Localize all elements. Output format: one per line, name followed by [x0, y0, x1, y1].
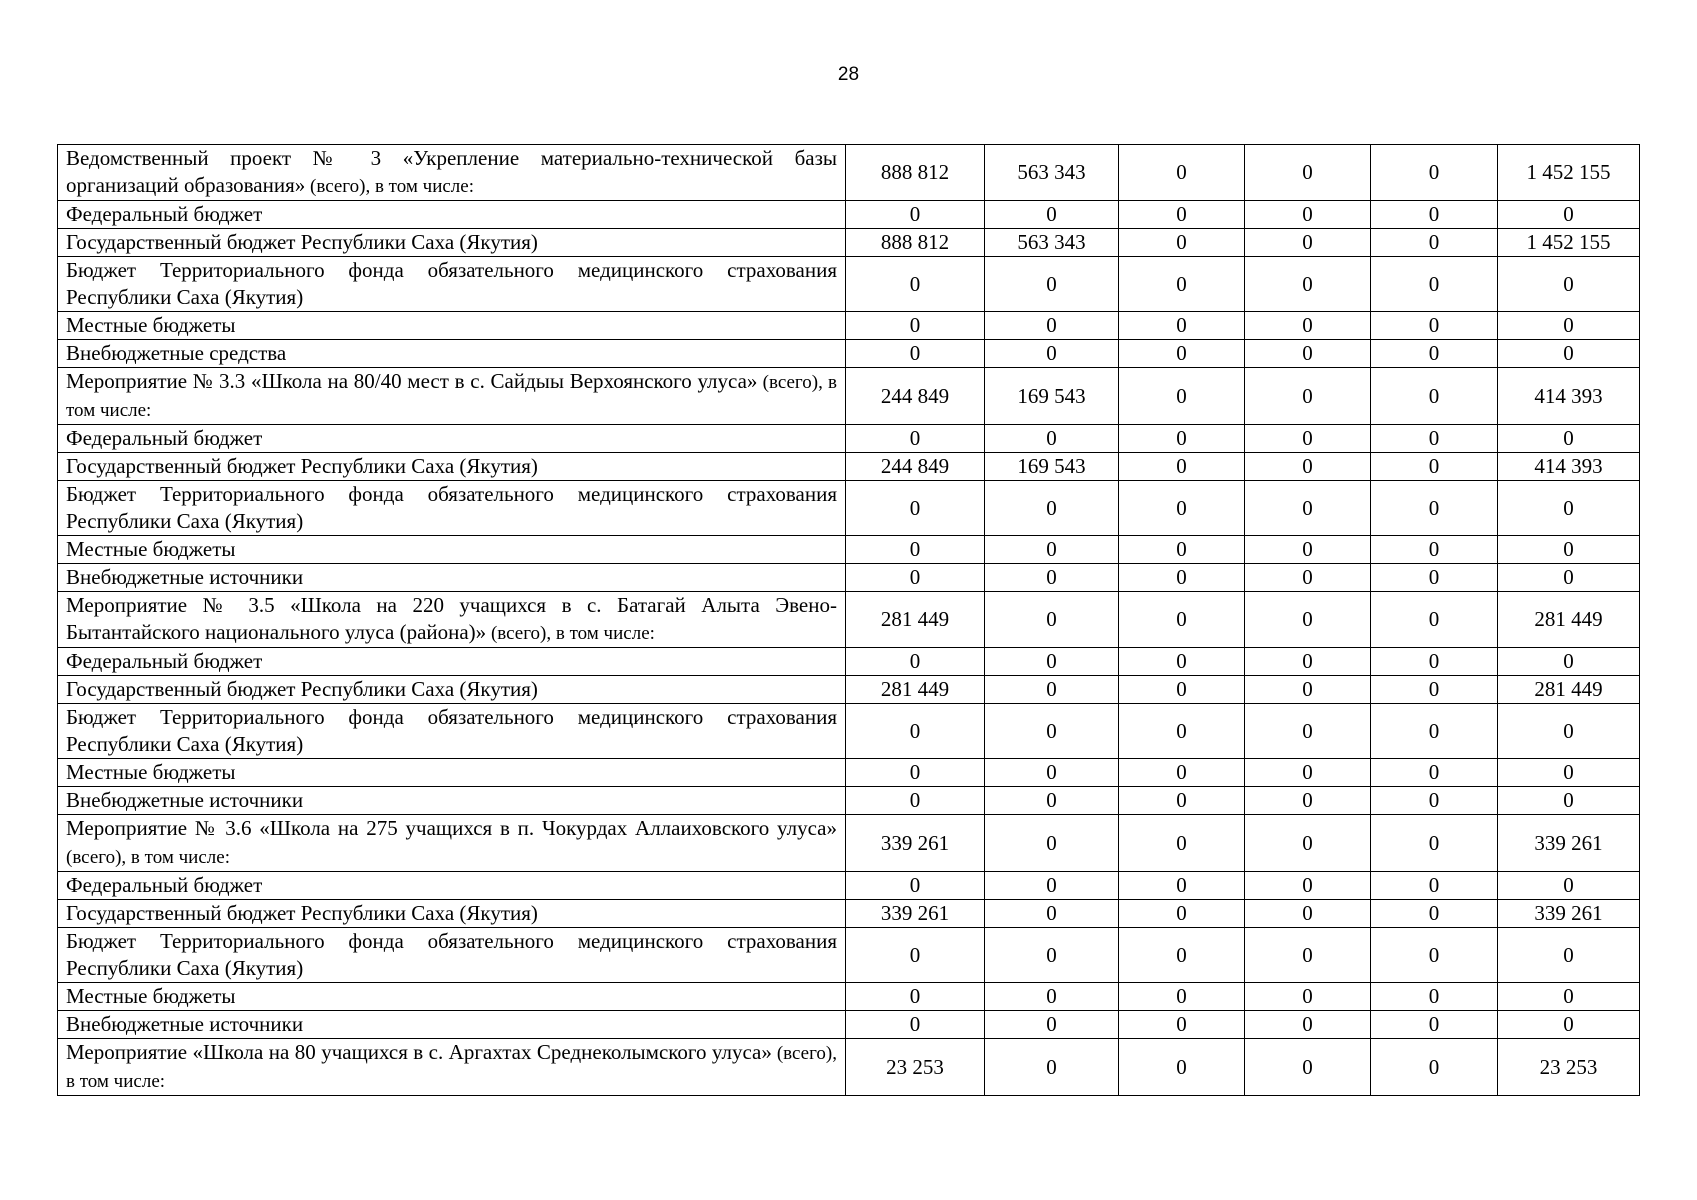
value-cell-1: 0 — [846, 983, 985, 1011]
value-cell-3: 0 — [1119, 312, 1245, 340]
value-cell-1: 0 — [846, 340, 985, 368]
value-cell-3: 0 — [1119, 368, 1245, 425]
value-cell-1: 0 — [846, 425, 985, 453]
table-row-federal-budget — [58, 201, 1640, 229]
value-cell-5: 0 — [1371, 536, 1498, 564]
value-cell-4: 0 — [1245, 257, 1371, 312]
value-cell-5: 0 — [1371, 928, 1498, 983]
value-cell-2: 0 — [985, 425, 1119, 453]
value-cell-3: 0 — [1119, 648, 1245, 676]
value-cell-1: 0 — [846, 928, 985, 983]
value-cell-4: 0 — [1245, 787, 1371, 815]
row-label — [58, 145, 846, 201]
row-label-text: Мероприятие № 3.5 «Школа на 220 учащихся в с. Батагай Алыта Эвено-Бытантайского национального улуса (района)» — [66, 593, 837, 644]
value-cell-3: 0 — [1119, 425, 1245, 453]
row-label-text: Мероприятие № 3.6 «Школа на 275 учащихся в п. Чокурдах Аллаиховского улуса» — [66, 816, 837, 840]
value-cell-1: 888 812 — [846, 145, 985, 201]
value-cell-2: 0 — [985, 759, 1119, 787]
value-cell-4: 0 — [1245, 425, 1371, 453]
value-cell-5: 0 — [1371, 648, 1498, 676]
value-cell-3: 0 — [1119, 453, 1245, 481]
value-cell-1: 339 261 — [846, 815, 985, 872]
value-cell-4: 0 — [1245, 815, 1371, 872]
value-cell-5: 0 — [1371, 900, 1498, 928]
row-total-cell: 0 — [1498, 536, 1640, 564]
row-total-cell: 0 — [1498, 257, 1640, 312]
row-label-note: (всего), в том числе: — [66, 847, 230, 868]
value-cell-1: 0 — [846, 201, 985, 229]
table-row-federal-budget — [58, 425, 1640, 453]
row-label — [58, 312, 846, 340]
value-cell-5: 0 — [1371, 201, 1498, 229]
row-label-text: Внебюджетные источники — [66, 788, 304, 812]
value-cell-1: 244 849 — [846, 368, 985, 425]
row-label — [58, 759, 846, 787]
value-cell-2: 0 — [985, 983, 1119, 1011]
row-label — [58, 425, 846, 453]
value-cell-5: 0 — [1371, 340, 1498, 368]
value-cell-3: 0 — [1119, 759, 1245, 787]
row-label — [58, 815, 846, 872]
value-cell-5: 0 — [1371, 481, 1498, 536]
value-cell-2: 169 543 — [985, 453, 1119, 481]
row-total-cell: 0 — [1498, 312, 1640, 340]
value-cell-5: 0 — [1371, 787, 1498, 815]
row-label — [58, 229, 846, 257]
row-total-cell: 414 393 — [1498, 368, 1640, 425]
value-cell-3: 0 — [1119, 145, 1245, 201]
row-label-text: Местные бюджеты — [66, 313, 236, 337]
table-row-local-budgets — [58, 536, 1640, 564]
row-total-cell: 0 — [1498, 704, 1640, 759]
row-total-cell: 281 449 — [1498, 676, 1640, 704]
value-cell-5: 0 — [1371, 872, 1498, 900]
table-row-local-budgets — [58, 312, 1640, 340]
row-label — [58, 900, 846, 928]
value-cell-5: 0 — [1371, 453, 1498, 481]
value-cell-5: 0 — [1371, 368, 1498, 425]
value-cell-2: 0 — [985, 257, 1119, 312]
row-total-cell: 0 — [1498, 1011, 1640, 1039]
table-row-federal-budget — [58, 648, 1640, 676]
table-row-measure — [58, 1039, 1640, 1096]
row-total-cell: 414 393 — [1498, 453, 1640, 481]
value-cell-5: 0 — [1371, 564, 1498, 592]
value-cell-1: 244 849 — [846, 453, 985, 481]
table-row-oms-fund-budget — [58, 704, 1640, 759]
value-cell-2: 0 — [985, 1039, 1119, 1096]
row-label — [58, 564, 846, 592]
value-cell-5: 0 — [1371, 983, 1498, 1011]
table-row-extra-budgetary — [58, 1011, 1640, 1039]
value-cell-2: 0 — [985, 481, 1119, 536]
row-label-text: Бюджет Территориального фонда обязательного медицинского страхования Республики Саха (Якутия) — [66, 482, 837, 533]
row-total-cell: 1 452 155 — [1498, 229, 1640, 257]
value-cell-4: 0 — [1245, 312, 1371, 340]
row-label-text: Мероприятие № 3.3 «Школа на 80/40 мест в с. Сайдыы Верхоянского улуса» — [66, 369, 758, 393]
row-label-text: Федеральный бюджет — [66, 426, 263, 450]
value-cell-5: 0 — [1371, 229, 1498, 257]
row-label — [58, 592, 846, 648]
value-cell-3: 0 — [1119, 340, 1245, 368]
value-cell-5: 0 — [1371, 145, 1498, 201]
value-cell-3: 0 — [1119, 787, 1245, 815]
value-cell-2: 0 — [985, 340, 1119, 368]
row-label-text: Внебюджетные источники — [66, 1012, 304, 1036]
value-cell-2: 0 — [985, 536, 1119, 564]
value-cell-2: 0 — [985, 872, 1119, 900]
value-cell-2: 0 — [985, 201, 1119, 229]
value-cell-3: 0 — [1119, 201, 1245, 229]
row-label-text: Бюджет Территориального фонда обязательного медицинского страхования Республики Саха (Якутия) — [66, 258, 837, 309]
row-label — [58, 1039, 846, 1096]
value-cell-3: 0 — [1119, 481, 1245, 536]
value-cell-4: 0 — [1245, 592, 1371, 648]
value-cell-4: 0 — [1245, 229, 1371, 257]
table-row-state-budget — [58, 229, 1640, 257]
value-cell-4: 0 — [1245, 201, 1371, 229]
value-cell-2: 0 — [985, 676, 1119, 704]
table-row-measure — [58, 815, 1640, 872]
row-total-cell: 339 261 — [1498, 900, 1640, 928]
value-cell-4: 0 — [1245, 481, 1371, 536]
value-cell-5: 0 — [1371, 815, 1498, 872]
value-cell-3: 0 — [1119, 983, 1245, 1011]
row-label — [58, 676, 846, 704]
value-cell-5: 0 — [1371, 257, 1498, 312]
row-total-cell: 0 — [1498, 340, 1640, 368]
table-row-local-budgets — [58, 983, 1640, 1011]
table-row-local-budgets — [58, 759, 1640, 787]
value-cell-2: 0 — [985, 312, 1119, 340]
row-total-cell: 0 — [1498, 787, 1640, 815]
table-row-state-budget — [58, 676, 1640, 704]
row-total-cell: 0 — [1498, 872, 1640, 900]
row-label-text: Местные бюджеты — [66, 984, 236, 1008]
row-label — [58, 928, 846, 983]
row-label — [58, 201, 846, 229]
row-total-cell: 0 — [1498, 983, 1640, 1011]
value-cell-4: 0 — [1245, 676, 1371, 704]
value-cell-4: 0 — [1245, 872, 1371, 900]
row-total-cell: 0 — [1498, 928, 1640, 983]
value-cell-1: 0 — [846, 312, 985, 340]
row-label-note: (всего), в том числе: — [486, 623, 655, 644]
value-cell-3: 0 — [1119, 1011, 1245, 1039]
row-label-text: Бюджет Территориального фонда обязательного медицинского страхования Республики Саха (Якутия) — [66, 705, 837, 756]
value-cell-1: 0 — [846, 759, 985, 787]
value-cell-1: 0 — [846, 257, 985, 312]
row-label-text: Ведомственный проект № 3 «Укрепление материально-технической базы организаций образования» — [66, 146, 837, 197]
value-cell-1: 23 253 — [846, 1039, 985, 1096]
table-row-measure — [58, 368, 1640, 425]
value-cell-4: 0 — [1245, 928, 1371, 983]
row-total-cell: 0 — [1498, 648, 1640, 676]
value-cell-2: 0 — [985, 900, 1119, 928]
row-total-cell: 0 — [1498, 425, 1640, 453]
value-cell-2: 0 — [985, 648, 1119, 676]
row-label-text: Внебюджетные источники — [66, 565, 304, 589]
value-cell-2: 0 — [985, 592, 1119, 648]
row-total-cell: 1 452 155 — [1498, 145, 1640, 201]
value-cell-5: 0 — [1371, 312, 1498, 340]
value-cell-3: 0 — [1119, 564, 1245, 592]
row-label-text: Государственный бюджет Республики Саха (Якутия) — [66, 230, 538, 254]
value-cell-1: 0 — [846, 648, 985, 676]
page-number: 28 — [837, 64, 860, 85]
row-label-text: Федеральный бюджет — [66, 202, 263, 226]
row-total-cell: 281 449 — [1498, 592, 1640, 648]
row-label — [58, 787, 846, 815]
row-label-text: Внебюджетные средства — [66, 341, 287, 365]
row-label-note: (всего), в том числе: — [66, 1043, 838, 1092]
row-total-cell: 23 253 — [1498, 1039, 1640, 1096]
table-row-oms-fund-budget — [58, 928, 1640, 983]
table-row-extra-budgetary — [58, 564, 1640, 592]
value-cell-5: 0 — [1371, 1011, 1498, 1039]
value-cell-3: 0 — [1119, 704, 1245, 759]
row-label — [58, 481, 846, 536]
value-cell-3: 0 — [1119, 257, 1245, 312]
value-cell-4: 0 — [1245, 704, 1371, 759]
row-total-cell: 0 — [1498, 481, 1640, 536]
value-cell-3: 0 — [1119, 229, 1245, 257]
row-label-text: Федеральный бюджет — [66, 873, 263, 897]
value-cell-2: 0 — [985, 815, 1119, 872]
value-cell-2: 563 343 — [985, 145, 1119, 201]
row-label — [58, 257, 846, 312]
row-label-text: Государственный бюджет Республики Саха (Якутия) — [66, 454, 538, 478]
row-label-text: Мероприятие «Школа на 80 учащихся в с. Аргахтах Среднеколымского улуса» — [66, 1040, 772, 1064]
value-cell-1: 0 — [846, 481, 985, 536]
value-cell-4: 0 — [1245, 1011, 1371, 1039]
value-cell-1: 888 812 — [846, 229, 985, 257]
value-cell-2: 563 343 — [985, 229, 1119, 257]
value-cell-5: 0 — [1371, 676, 1498, 704]
value-cell-5: 0 — [1371, 425, 1498, 453]
row-total-cell: 339 261 — [1498, 815, 1640, 872]
row-label — [58, 704, 846, 759]
value-cell-2: 169 543 — [985, 368, 1119, 425]
value-cell-1: 0 — [846, 704, 985, 759]
row-label — [58, 648, 846, 676]
table-row-state-budget — [58, 900, 1640, 928]
row-label — [58, 453, 846, 481]
table-row-extra-budgetary — [58, 340, 1640, 368]
value-cell-5: 0 — [1371, 759, 1498, 787]
table-row-measure — [58, 592, 1640, 648]
value-cell-2: 0 — [985, 1011, 1119, 1039]
value-cell-4: 0 — [1245, 536, 1371, 564]
value-cell-5: 0 — [1371, 704, 1498, 759]
row-label — [58, 536, 846, 564]
value-cell-3: 0 — [1119, 900, 1245, 928]
row-label — [58, 368, 846, 425]
value-cell-2: 0 — [985, 704, 1119, 759]
value-cell-4: 0 — [1245, 564, 1371, 592]
row-total-cell: 0 — [1498, 201, 1640, 229]
row-total-cell: 0 — [1498, 564, 1640, 592]
value-cell-3: 0 — [1119, 815, 1245, 872]
row-label-text: Местные бюджеты — [66, 537, 236, 561]
value-cell-1: 0 — [846, 787, 985, 815]
budget-table-body — [58, 145, 1640, 1096]
value-cell-4: 0 — [1245, 340, 1371, 368]
value-cell-3: 0 — [1119, 872, 1245, 900]
value-cell-4: 0 — [1245, 983, 1371, 1011]
row-label-note: (всего), в том числе: — [66, 372, 837, 421]
value-cell-3: 0 — [1119, 928, 1245, 983]
value-cell-1: 281 449 — [846, 592, 985, 648]
row-label-note: (всего), в том числе: — [305, 176, 474, 197]
value-cell-4: 0 — [1245, 900, 1371, 928]
row-label-text: Государственный бюджет Республики Саха (Якутия) — [66, 677, 538, 701]
value-cell-1: 0 — [846, 872, 985, 900]
row-total-cell: 0 — [1498, 759, 1640, 787]
value-cell-1: 0 — [846, 1011, 985, 1039]
row-label-text: Государственный бюджет Республики Саха (Якутия) — [66, 901, 538, 925]
row-label — [58, 983, 846, 1011]
table-row-oms-fund-budget — [58, 481, 1640, 536]
value-cell-3: 0 — [1119, 536, 1245, 564]
value-cell-4: 0 — [1245, 368, 1371, 425]
value-cell-1: 0 — [846, 564, 985, 592]
value-cell-3: 0 — [1119, 592, 1245, 648]
value-cell-2: 0 — [985, 564, 1119, 592]
row-label — [58, 340, 846, 368]
value-cell-4: 0 — [1245, 145, 1371, 201]
row-label-text: Федеральный бюджет — [66, 649, 263, 673]
value-cell-2: 0 — [985, 928, 1119, 983]
row-label — [58, 872, 846, 900]
row-label-text: Местные бюджеты — [66, 760, 236, 784]
value-cell-1: 0 — [846, 536, 985, 564]
budget-table — [57, 144, 1640, 1096]
value-cell-4: 0 — [1245, 453, 1371, 481]
table-row-project — [58, 145, 1640, 201]
value-cell-5: 0 — [1371, 1039, 1498, 1096]
value-cell-1: 339 261 — [846, 900, 985, 928]
value-cell-3: 0 — [1119, 676, 1245, 704]
value-cell-4: 0 — [1245, 1039, 1371, 1096]
table-row-extra-budgetary — [58, 787, 1640, 815]
row-label — [58, 1011, 846, 1039]
value-cell-4: 0 — [1245, 648, 1371, 676]
value-cell-5: 0 — [1371, 592, 1498, 648]
row-label-text: Бюджет Территориального фонда обязательного медицинского страхования Республики Саха (Якутия) — [66, 929, 837, 980]
value-cell-2: 0 — [985, 787, 1119, 815]
table-row-state-budget — [58, 453, 1640, 481]
value-cell-3: 0 — [1119, 1039, 1245, 1096]
value-cell-1: 281 449 — [846, 676, 985, 704]
value-cell-4: 0 — [1245, 759, 1371, 787]
table-row-federal-budget — [58, 872, 1640, 900]
table-row-oms-fund-budget — [58, 257, 1640, 312]
